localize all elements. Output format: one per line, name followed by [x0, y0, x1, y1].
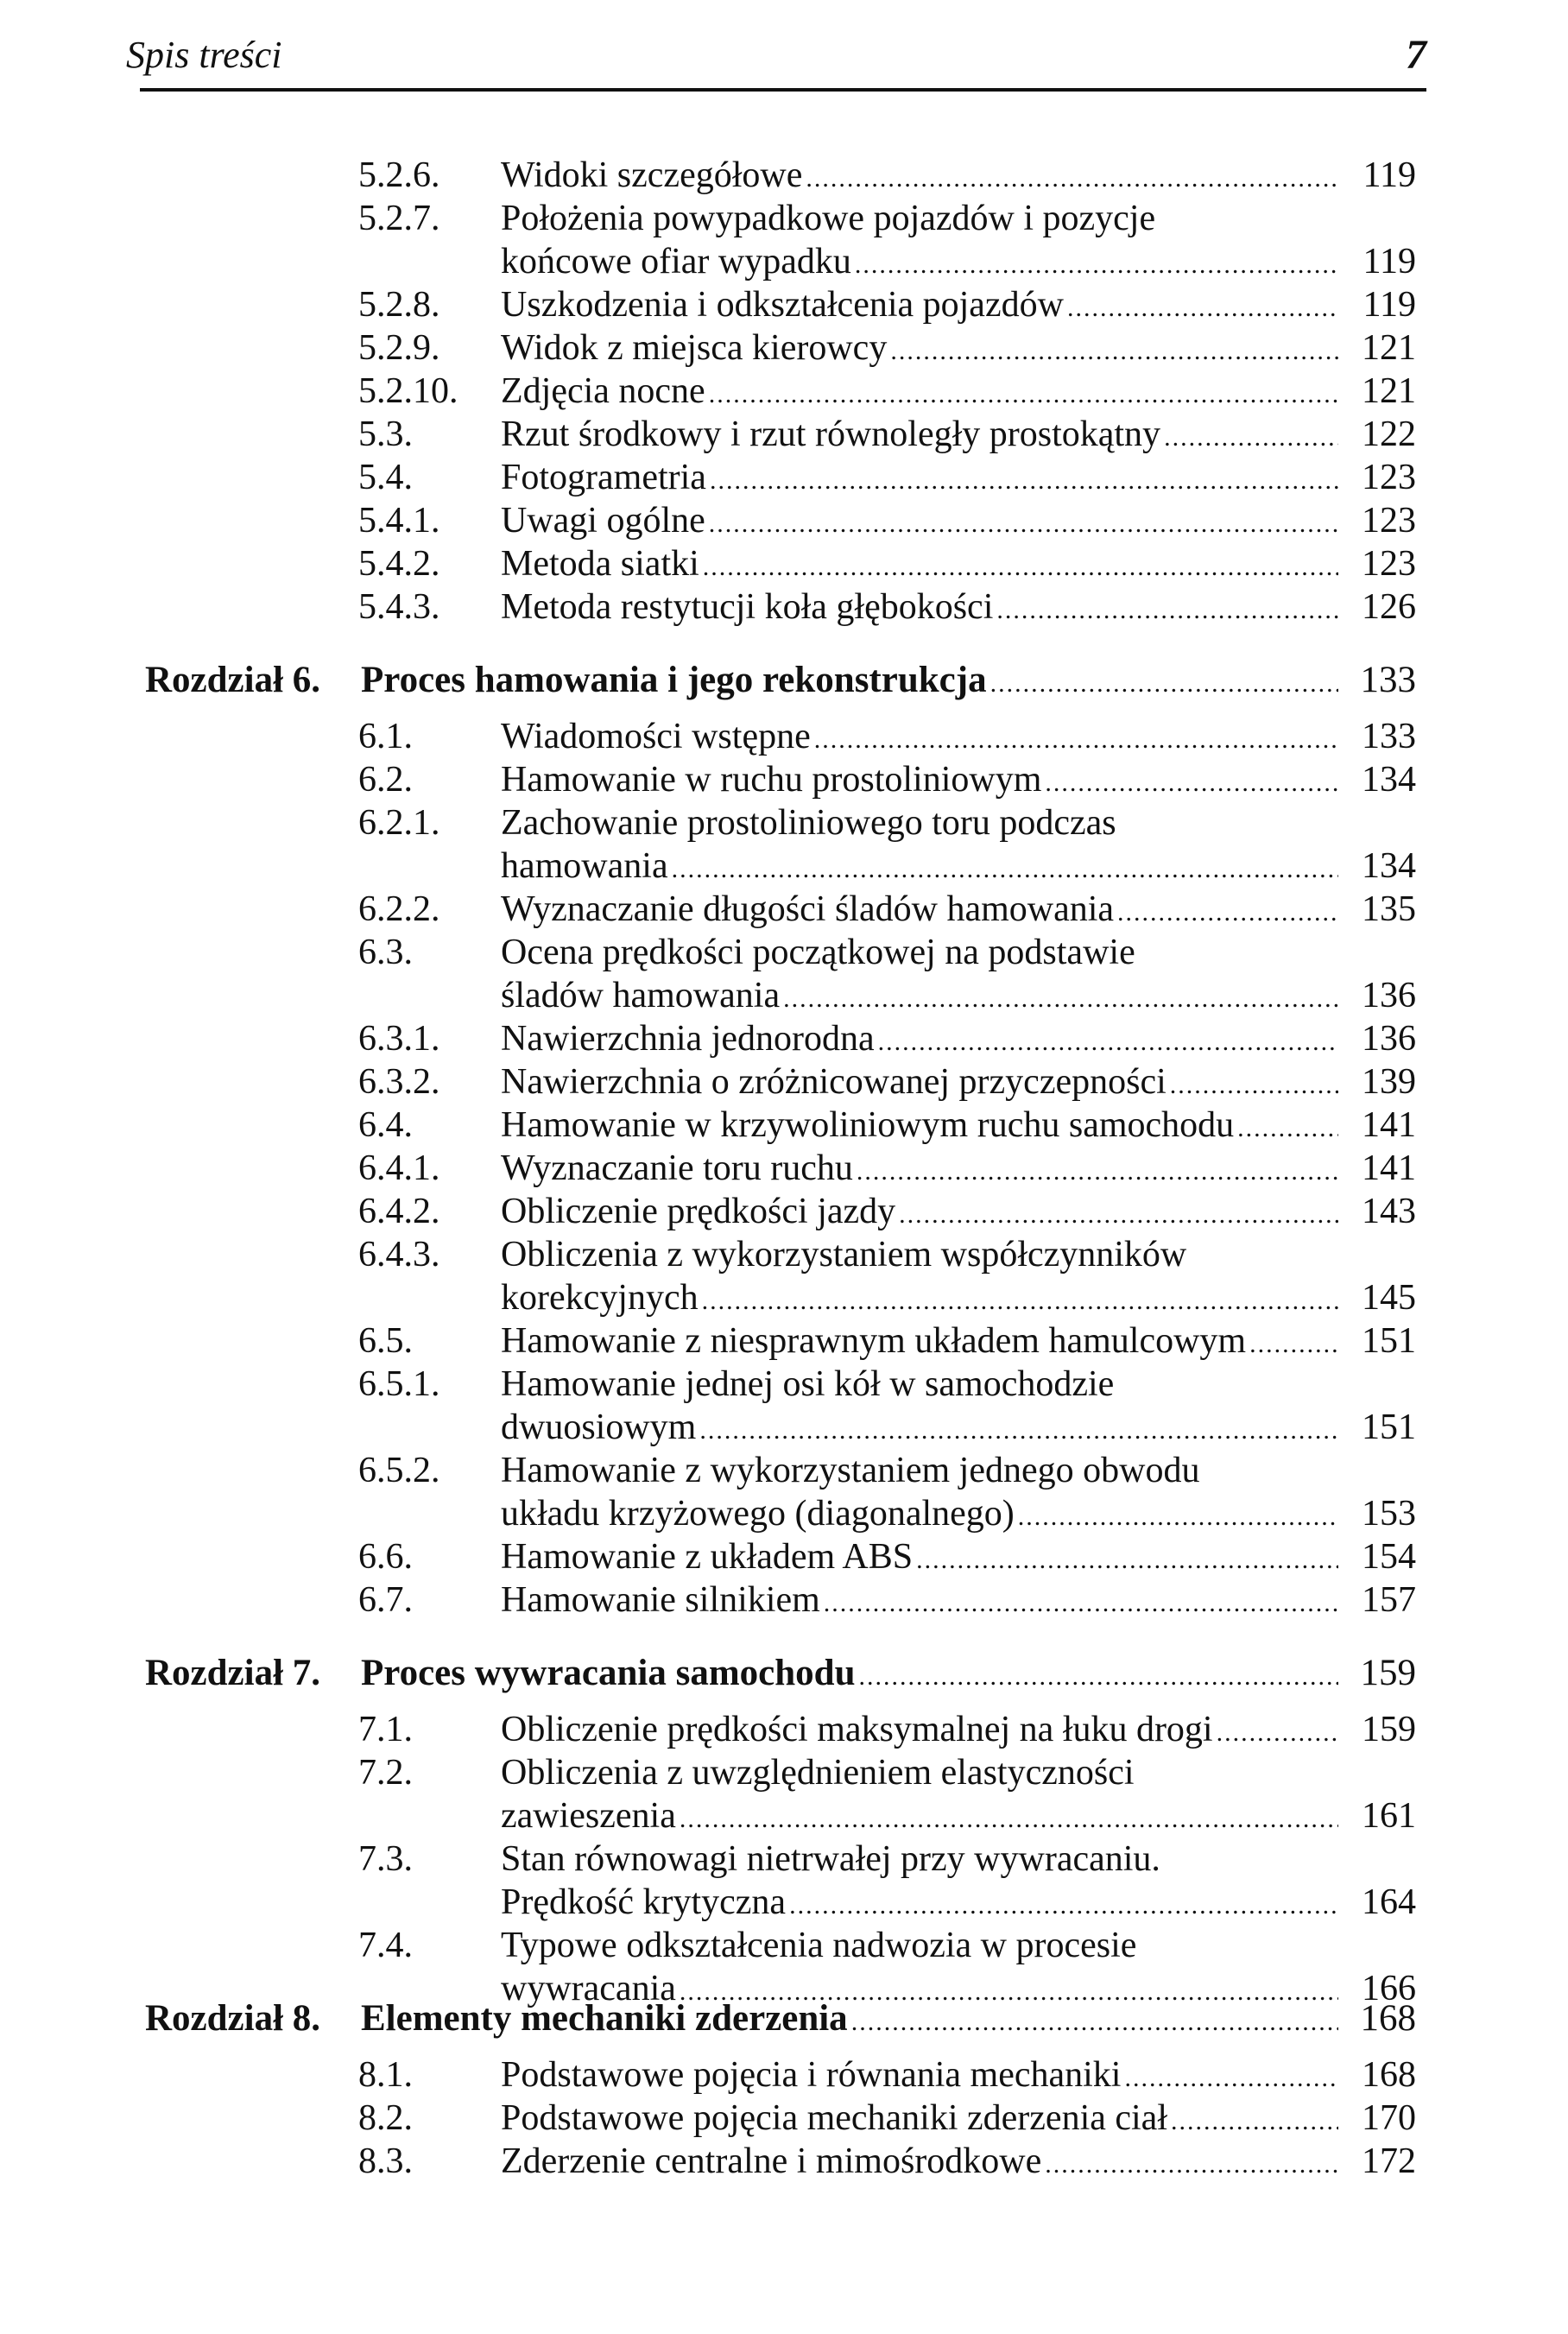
toc-entry-row — [0, 1363, 1568, 1406]
section-number: 6.4. — [358, 1105, 413, 1145]
section-number: 6.4.2. — [358, 1192, 440, 1231]
entry-title-line — [501, 370, 1416, 416]
section-number: 8.2. — [358, 2098, 413, 2138]
section-number: 6.3. — [358, 933, 413, 972]
entry-page-number: 159 — [1360, 1653, 1416, 1693]
entry-title-line — [501, 758, 1416, 805]
entry-page-number: 119 — [1363, 285, 1416, 325]
chapter-title: Elementy mechaniki zderzenia — [361, 1998, 848, 2039]
entry-title-line — [501, 1924, 1416, 1967]
chapter-label: Rozdział 6. — [145, 660, 321, 700]
section-number: 6.2.2. — [358, 889, 440, 929]
entry-page-number: 119 — [1363, 242, 1416, 281]
section-title: Metoda restytucji koła głębokości — [501, 587, 994, 627]
entry-title-line — [501, 326, 1416, 373]
section-number: 6.5.2. — [358, 1451, 440, 1490]
entry-title-line — [501, 715, 1416, 762]
entry-page-number: 123 — [1362, 544, 1416, 584]
dot-leader — [1171, 2100, 1338, 2143]
toc-entry-row — [0, 370, 1568, 413]
toc-entry-row — [0, 801, 1568, 844]
section-number: 8.1. — [358, 2055, 413, 2095]
toc-chapter-row — [0, 659, 1568, 702]
dot-leader — [710, 459, 1338, 503]
entry-title-line — [501, 197, 1416, 240]
entry-page-number: 123 — [1362, 501, 1416, 541]
entry-page-number: 145 — [1362, 1278, 1416, 1318]
header-rule — [140, 88, 1426, 92]
entry-title-line — [501, 1017, 1416, 1064]
entry-title-line — [501, 542, 1416, 589]
toc-entry-row — [0, 1881, 1568, 1924]
section-number: 5.2.7. — [358, 199, 440, 238]
section-title: Widoki szczegółowe — [501, 155, 803, 195]
section-title: Metoda siatki — [501, 544, 699, 584]
section-title: Hamowanie z wykorzystaniem jednego obwodu — [501, 1451, 1200, 1490]
section-title: Obliczenie prędkości maksymalnej na łuku drogi — [501, 1710, 1213, 1749]
entry-title-line — [501, 1794, 1416, 1841]
section-number: 6.2. — [358, 760, 413, 800]
dot-leader — [916, 1539, 1338, 1582]
entry-page-number: 122 — [1362, 414, 1416, 454]
toc-entry-row — [0, 499, 1568, 542]
section-title: Obliczenia z wykorzystaniem współczynników — [501, 1235, 1187, 1275]
dot-leader — [996, 589, 1338, 632]
section-number: 7.2. — [358, 1753, 413, 1793]
entry-page-number: 157 — [1362, 1580, 1416, 1620]
entry-page-number: 136 — [1362, 1019, 1416, 1059]
dot-leader — [672, 848, 1338, 891]
section-number: 6.5. — [358, 1321, 413, 1361]
section-title: Wyznaczanie długości śladów hamowania — [501, 889, 1115, 929]
toc-entry-row — [0, 1708, 1568, 1751]
toc-entry-row — [0, 542, 1568, 585]
section-number: 6.7. — [358, 1580, 413, 1620]
dot-leader — [1217, 1711, 1338, 1755]
entry-title-line — [501, 1751, 1416, 1794]
entry-page-number: 119 — [1363, 155, 1416, 195]
dot-leader — [1170, 1064, 1338, 1107]
entry-title-line — [501, 1104, 1416, 1150]
section-title: dwuosiowym — [501, 1407, 697, 1447]
dot-leader — [990, 662, 1338, 705]
entry-title-line — [501, 1837, 1416, 1881]
entry-title-line — [501, 1233, 1416, 1276]
dot-leader — [899, 1193, 1338, 1237]
dot-leader — [1164, 416, 1338, 459]
dot-leader — [783, 977, 1338, 1021]
section-title: Wyznaczanie toru ruchu — [501, 1148, 853, 1188]
section-title: hamowania — [501, 846, 668, 886]
dot-leader — [851, 2001, 1338, 2044]
entry-title-line — [501, 240, 1416, 287]
dot-leader — [1045, 2143, 1338, 2186]
entry-title-line — [501, 2097, 1416, 2143]
toc-entry-row — [0, 585, 1568, 629]
dot-leader — [1237, 1107, 1338, 1150]
entry-title-line — [501, 1147, 1416, 1193]
entry-title-line — [501, 413, 1416, 459]
section-number: 7.4. — [358, 1926, 413, 1965]
dot-leader — [1018, 1496, 1338, 1539]
section-number: 5.4. — [358, 458, 413, 497]
entry-page-number: 133 — [1362, 717, 1416, 756]
entry-page-number: 135 — [1362, 889, 1416, 929]
entry-title-line — [501, 1535, 1416, 1582]
dot-leader — [859, 1655, 1338, 1698]
toc-entry-row — [0, 758, 1568, 801]
entry-page-number: 141 — [1362, 1148, 1416, 1188]
entry-page-number: 159 — [1362, 1710, 1416, 1749]
section-title: Hamowanie z niesprawnym układem hamulcowym — [501, 1321, 1247, 1361]
entry-title-line — [361, 1652, 1416, 1698]
dot-leader — [702, 1280, 1338, 1323]
entry-page-number: 168 — [1362, 2055, 1416, 2095]
entry-title-line — [361, 1997, 1416, 2044]
section-title: Typowe odkształcenia nadwozia w procesie — [501, 1926, 1137, 1965]
entry-title-line — [501, 1406, 1416, 1452]
toc-entry-row — [0, 1751, 1568, 1794]
dot-leader — [789, 1884, 1338, 1927]
section-title: Podstawowe pojęcia mechaniki zderzenia ciał — [501, 2098, 1167, 2138]
entry-page-number: 166 — [1362, 1969, 1416, 2008]
entry-title-line — [501, 1060, 1416, 1107]
toc-entry-row — [0, 1924, 1568, 1967]
dot-leader — [1249, 1323, 1338, 1366]
entry-page-number: 136 — [1362, 976, 1416, 1015]
entry-page-number: 168 — [1360, 1998, 1416, 2039]
toc-entry-row — [0, 1233, 1568, 1276]
dot-leader — [1045, 762, 1338, 805]
toc-entry-row — [0, 413, 1568, 456]
entry-page-number: 151 — [1362, 1321, 1416, 1361]
dot-leader — [680, 1798, 1338, 1841]
section-title: korekcyjnych — [501, 1278, 699, 1318]
section-title: Hamowanie w krzywoliniowym ruchu samochodu — [501, 1105, 1235, 1145]
section-number: 6.3.2. — [358, 1062, 440, 1102]
toc-entry-row — [0, 456, 1568, 499]
toc-entry-row — [0, 1535, 1568, 1578]
toc-entry-row — [0, 1449, 1568, 1492]
section-title: Nawierzchnia o zróżnicowanej przyczepności — [501, 1062, 1167, 1102]
entry-page-number: 172 — [1362, 2141, 1416, 2181]
section-number: 5.2.9. — [358, 328, 440, 368]
toc-entry-row — [0, 715, 1568, 758]
section-title: Rzut środkowy i rzut równoległy prostokątny — [501, 414, 1161, 454]
entry-title-line — [501, 1363, 1416, 1406]
toc-entry-row — [0, 1319, 1568, 1363]
page-number: 7 — [1406, 32, 1426, 78]
entry-page-number: 170 — [1362, 2098, 1416, 2138]
running-header-title: Spis treści — [126, 34, 282, 76]
toc-entry-row — [0, 2053, 1568, 2097]
section-number: 6.4.3. — [358, 1235, 440, 1275]
toc-entry-row — [0, 974, 1568, 1017]
entry-page-number: 139 — [1362, 1062, 1416, 1102]
entry-page-number: 153 — [1362, 1494, 1416, 1534]
entry-title-line — [501, 154, 1416, 200]
section-title: Hamowanie w ruchu prostoliniowym — [501, 760, 1042, 800]
dot-leader — [855, 244, 1338, 287]
section-number: 6.6. — [358, 1537, 413, 1577]
entry-page-number: 134 — [1362, 846, 1416, 886]
section-number: 8.3. — [358, 2141, 413, 2181]
entry-title-line — [501, 844, 1416, 891]
toc-chapter-row — [0, 1652, 1568, 1695]
chapter-title: Proces wywracania samochodu — [361, 1653, 856, 1693]
entry-page-number: 154 — [1362, 1537, 1416, 1577]
toc-entry-row — [0, 1190, 1568, 1233]
entry-title-line — [501, 499, 1416, 546]
entry-page-number: 161 — [1362, 1796, 1416, 1836]
toc-entry-row — [0, 1837, 1568, 1881]
entry-page-number: 121 — [1362, 371, 1416, 411]
section-number: 5.2.6. — [358, 155, 440, 195]
section-title: Obliczenia z uwzględnieniem elastyczności — [501, 1753, 1135, 1793]
dot-leader — [709, 503, 1338, 546]
toc-entry-row — [0, 240, 1568, 283]
toc-entry-row — [0, 2097, 1568, 2140]
section-title: Widok z miejsca kierowcy — [501, 328, 888, 368]
section-number: 5.3. — [358, 414, 413, 454]
entry-title-line — [501, 931, 1416, 974]
section-title: układu krzyżowego (diagonalnego) — [501, 1494, 1015, 1534]
section-title: Uszkodzenia i odkształcenia pojazdów — [501, 285, 1064, 325]
entry-title-line — [501, 2053, 1416, 2100]
section-number: 5.2.8. — [358, 285, 440, 325]
section-title: Hamowanie jednej osi kół w samochodzie — [501, 1364, 1115, 1404]
toc-entry-row — [0, 197, 1568, 240]
entry-page-number: 151 — [1362, 1407, 1416, 1447]
section-number: 5.2.10. — [358, 371, 458, 411]
entry-title-line — [501, 888, 1416, 934]
section-title: Zderzenie centralne i mimośrodkowe — [501, 2141, 1042, 2181]
section-title: śladów hamowania — [501, 976, 781, 1015]
entry-title-line — [501, 2140, 1416, 2186]
dot-leader — [878, 1021, 1338, 1064]
section-title: Stan równowagi nietrwałej przy wywracaniu. — [501, 1839, 1160, 1879]
entry-title-line — [501, 1578, 1416, 1625]
section-number: 5.4.1. — [358, 501, 440, 541]
entry-title-line — [501, 283, 1416, 330]
toc-entry-row — [0, 1794, 1568, 1837]
section-title: Hamowanie z układem ABS — [501, 1537, 914, 1577]
dot-leader — [890, 330, 1338, 373]
chapter-label: Rozdział 8. — [145, 1998, 321, 2039]
entry-page-number: 126 — [1362, 587, 1416, 627]
entry-title-line — [501, 1449, 1416, 1492]
entry-title-line — [501, 585, 1416, 632]
section-title: Prędkość krytyczna — [501, 1882, 787, 1922]
section-title: Położenia powypadkowe pojazdów i pozycje — [501, 199, 1156, 238]
section-number: 6.2.1. — [358, 803, 440, 843]
dot-leader — [1067, 287, 1338, 330]
dot-leader — [709, 373, 1338, 416]
toc-entry-row — [0, 1578, 1568, 1622]
dot-leader — [1124, 2057, 1338, 2100]
entry-title-line — [501, 1708, 1416, 1755]
section-title: Zdjęcia nocne — [501, 371, 705, 411]
entry-title-line — [361, 659, 1416, 705]
section-title: Obliczenie prędkości jazdy — [501, 1192, 896, 1231]
section-title: Uwagi ogólne — [501, 501, 705, 541]
dot-leader — [824, 1582, 1338, 1625]
dot-leader — [814, 718, 1338, 762]
entry-page-number: 143 — [1362, 1192, 1416, 1231]
section-number: 6.4.1. — [358, 1148, 440, 1188]
entry-page-number: 141 — [1362, 1105, 1416, 1145]
section-title: wywracania — [501, 1969, 676, 2008]
section-title: zawieszenia — [501, 1796, 676, 1836]
entry-page-number: 123 — [1362, 458, 1416, 497]
toc-entry-row — [0, 844, 1568, 888]
entry-page-number: 133 — [1360, 660, 1416, 700]
toc-entry-row — [0, 1147, 1568, 1190]
section-number: 6.1. — [358, 717, 413, 756]
dot-leader — [699, 1409, 1338, 1452]
section-title: Ocena prędkości początkowej na podstawie — [501, 933, 1135, 972]
toc-entry-row — [0, 1492, 1568, 1535]
section-title: Podstawowe pojęcia i równania mechaniki — [501, 2055, 1122, 2095]
dot-leader — [1117, 891, 1338, 934]
entry-title-line — [501, 801, 1416, 844]
section-number: 7.3. — [358, 1839, 413, 1879]
toc-entry-row — [0, 283, 1568, 326]
dot-leader — [857, 1150, 1338, 1193]
toc-entry-row — [0, 1017, 1568, 1060]
entry-title-line — [501, 1492, 1416, 1539]
toc-entry-row — [0, 888, 1568, 931]
section-title: Wiadomości wstępne — [501, 717, 811, 756]
section-number: 5.4.3. — [358, 587, 440, 627]
entry-title-line — [501, 456, 1416, 503]
entry-title-line — [501, 1319, 1416, 1366]
entry-title-line — [501, 1276, 1416, 1323]
section-title: Nawierzchnia jednorodna — [501, 1019, 875, 1059]
section-title: końcowe ofiar wypadku — [501, 242, 851, 281]
toc-entry-row — [0, 1276, 1568, 1319]
toc-entry-row — [0, 1406, 1568, 1449]
entry-page-number: 164 — [1362, 1882, 1416, 1922]
entry-title-line — [501, 974, 1416, 1021]
toc-entry-row — [0, 931, 1568, 974]
section-number: 5.4.2. — [358, 544, 440, 584]
toc-entry-row — [0, 1104, 1568, 1147]
dot-leader — [806, 157, 1338, 200]
section-number: 7.1. — [358, 1710, 413, 1749]
dot-leader — [703, 546, 1338, 589]
toc-entry-row — [0, 326, 1568, 370]
section-title: Fotogrametria — [501, 458, 706, 497]
section-number: 6.5.1. — [358, 1364, 440, 1404]
section-number: 6.3.1. — [358, 1019, 440, 1059]
section-title: Zachowanie prostoliniowego toru podczas — [501, 803, 1116, 843]
entry-title-line — [501, 1190, 1416, 1237]
toc-chapter-row — [0, 1997, 1568, 2040]
section-title: Hamowanie silnikiem — [501, 1580, 820, 1620]
entry-page-number: 121 — [1362, 328, 1416, 368]
toc-entry-row — [0, 154, 1568, 197]
chapter-label: Rozdział 7. — [145, 1653, 321, 1693]
entry-title-line — [501, 1881, 1416, 1927]
entry-page-number: 134 — [1362, 760, 1416, 800]
toc-entry-row — [0, 2140, 1568, 2183]
toc-entry-row — [0, 1060, 1568, 1104]
chapter-title: Proces hamowania i jego rekonstrukcja — [361, 660, 987, 700]
